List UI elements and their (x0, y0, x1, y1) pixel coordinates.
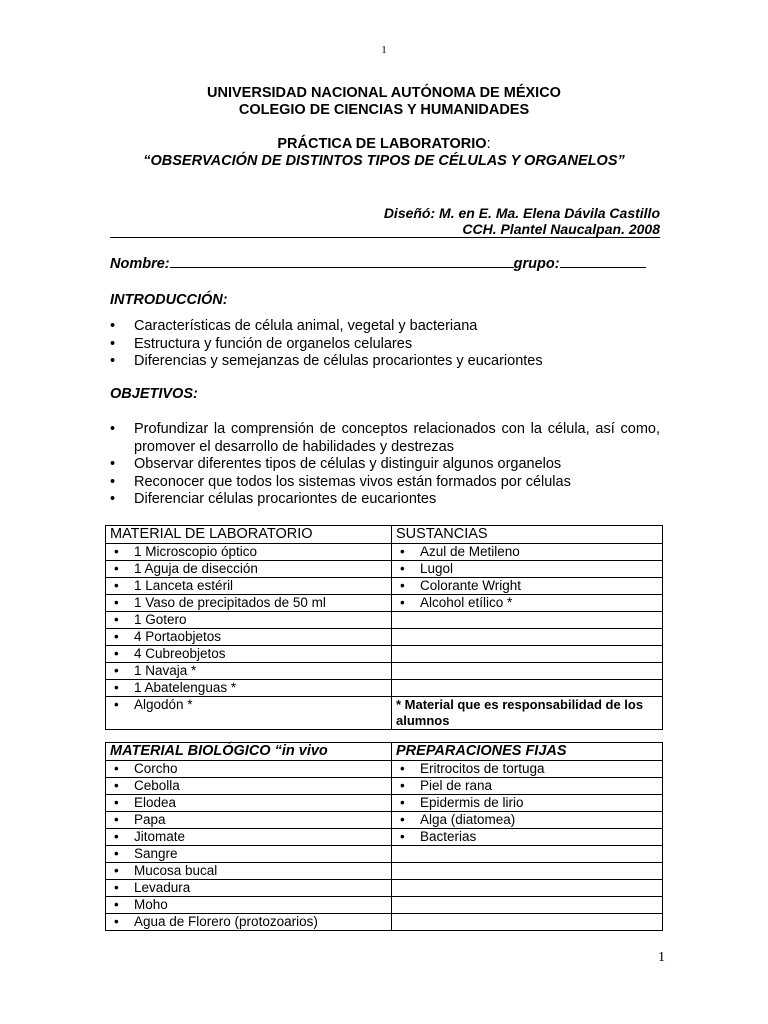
table-header: MATERIAL BIOLÓGICO “in vivo (106, 743, 392, 761)
table-row (106, 914, 663, 931)
empty-cell (392, 863, 663, 880)
table-row (106, 863, 663, 880)
table-row (106, 561, 663, 578)
introduccion-title: INTRODUCCIÓN: (110, 292, 228, 308)
table-cell: • 1 Vaso de precipitados de 50 ml (110, 595, 387, 611)
table-row (106, 812, 663, 829)
practice-colon: : (486, 136, 491, 152)
table-cell: • 1 Lanceta estéril (110, 578, 387, 594)
table-header: PREPARACIONES FIJAS (392, 743, 663, 761)
table-row (106, 697, 663, 730)
biological-table (105, 742, 663, 931)
table-cell: • 4 Cubreobjetos (110, 646, 387, 662)
table-cell: • Alga (diatomea) (396, 812, 658, 828)
name-label: Nombre: (110, 256, 170, 272)
table-cell: • Elodea (110, 795, 387, 811)
empty-cell (392, 880, 663, 897)
list-item: • Diferencias y semejanzas de células procariontes y eucariontes (110, 353, 660, 371)
table-row (106, 629, 663, 646)
table-cell: • 1 Aguja de disección (110, 561, 387, 577)
header-divider (110, 237, 660, 238)
group-label: grupo: (513, 256, 560, 272)
list-item: • Estructura y función de organelos celulares (110, 336, 660, 354)
objetivos-list (110, 421, 660, 509)
list-item: • Diferenciar células procariontes de eucariontes (110, 491, 660, 509)
table-cell: • Mucosa bucal (110, 863, 387, 879)
table-cell: • Algodón * (110, 697, 387, 713)
empty-cell (392, 629, 663, 646)
materials-table (105, 525, 663, 730)
table-cell: • Jitomate (110, 829, 387, 845)
empty-cell (392, 680, 663, 697)
table-row (106, 795, 663, 812)
table-row (106, 578, 663, 595)
table-row (106, 680, 663, 697)
college-name: COLEGIO DE CIENCIAS Y HUMANIDADES (238, 102, 530, 118)
table-cell: • Piel de rana (396, 778, 658, 794)
empty-cell (392, 646, 663, 663)
practice-label: PRÁCTICA DE LABORATORIO (277, 136, 487, 152)
table-cell: • Eritrocitos de tortuga (396, 761, 658, 777)
table-row (106, 846, 663, 863)
practice-title: “OBSERVACIÓN DE DISTINTOS TIPOS DE CÉLULAS Y ORGANELOS” (143, 153, 625, 169)
list-item: • Características de célula animal, vegetal y bacteriana (110, 318, 660, 336)
table-cell: • Lugol (396, 561, 658, 577)
empty-cell (392, 914, 663, 931)
table-row (106, 612, 663, 629)
table-cell: • 1 Gotero (110, 612, 387, 628)
table-row (106, 646, 663, 663)
table-cell: • 4 Portaobjetos (110, 629, 387, 645)
campus-credit: CCH. Plantel Naucalpan. 2008 (462, 221, 660, 237)
objetivos-title: OBJETIVOS: (110, 386, 198, 402)
empty-cell (392, 612, 663, 629)
university-name: UNIVERSIDAD NACIONAL AUTÓNOMA DE MÉXICO (207, 85, 561, 101)
table-row (106, 595, 663, 612)
table-row (106, 829, 663, 846)
empty-cell (392, 897, 663, 914)
list-item: • Reconocer que todos los sistemas vivos están formados por células (110, 474, 660, 492)
table-cell: • Cebolla (110, 778, 387, 794)
table-cell: • Agua de Florero (protozoarios) (110, 914, 387, 930)
responsibility-note: * Material que es responsabilidad de los alumnos (392, 697, 663, 730)
table-cell: • Papa (110, 812, 387, 828)
practice-heading (0, 136, 768, 152)
table-cell: • Colorante Wright (396, 578, 658, 594)
table-cell: • Azul de Metileno (396, 544, 658, 560)
list-item: • Profundizar la comprensión de conceptos relacionados con la célula, así como, promover el desarrollo de habilidades y destrezas (110, 421, 660, 456)
table-cell: • Corcho (110, 761, 387, 777)
table-row (106, 880, 663, 897)
empty-cell (392, 846, 663, 863)
table-header: MATERIAL DE LABORATORIO (106, 526, 392, 544)
name-group-line (110, 254, 646, 272)
table-cell: • Bacterias (396, 829, 658, 845)
table-cell: • Moho (110, 897, 387, 913)
table-header: SUSTANCIAS (392, 526, 663, 544)
page-number-bottom: 1 (658, 950, 665, 965)
list-item: • Observar diferentes tipos de células y distinguir algunos organelos (110, 456, 660, 474)
page-number-top: 1 (381, 44, 387, 56)
table-cell: • 1 Microscopio óptico (110, 544, 387, 560)
table-row (106, 897, 663, 914)
table-cell: • Levadura (110, 880, 387, 896)
group-field[interactable] (560, 254, 646, 268)
empty-cell (392, 663, 663, 680)
table-row (106, 544, 663, 561)
table-cell: • Alcohol etílico * (396, 595, 658, 611)
table-cell: • Sangre (110, 846, 387, 862)
table-row (106, 778, 663, 795)
table-cell: • 1 Navaja * (110, 663, 387, 679)
name-field[interactable] (170, 254, 514, 268)
designer-credit: Diseñó: M. en E. Ma. Elena Dávila Castillo (383, 205, 660, 221)
table-cell: • 1 Abatelenguas * (110, 680, 387, 696)
introduccion-list (110, 318, 660, 371)
table-cell: • Epidermis de lirio (396, 795, 658, 811)
table-row (106, 761, 663, 778)
table-row (106, 663, 663, 680)
